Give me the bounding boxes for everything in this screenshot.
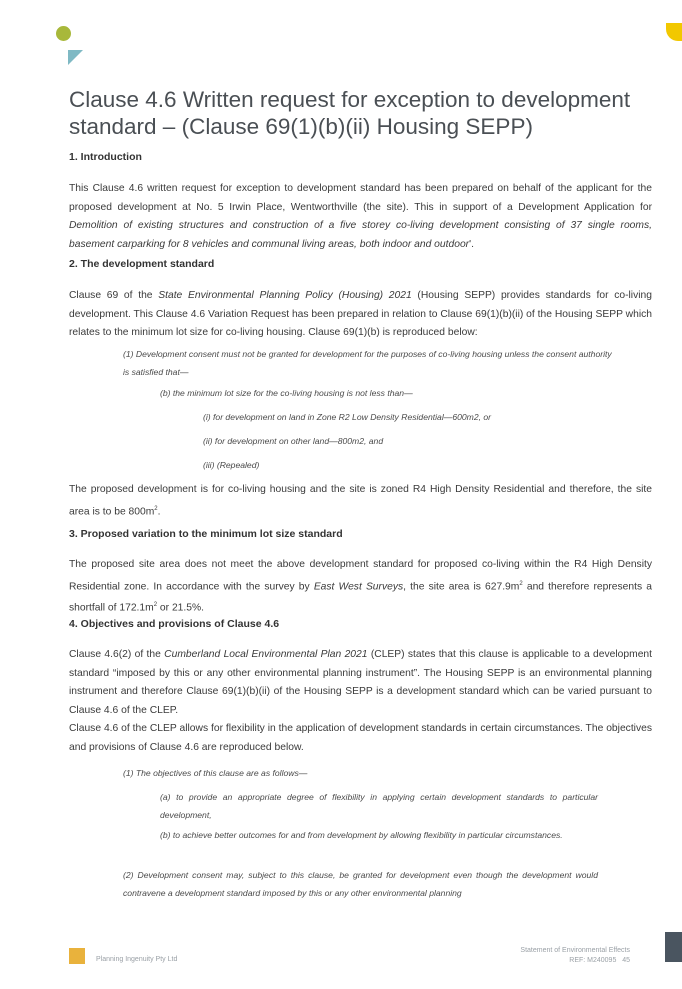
teal-triangle-logo-mark	[68, 50, 83, 65]
footer-page-tab	[665, 932, 682, 962]
footer-logo-square	[69, 948, 85, 964]
quote-clause-ii: (ii) for development on other land—800m2, and	[203, 436, 384, 446]
section-heading-proposed-variation: 3. Proposed variation to the minimum lot size standard	[69, 528, 343, 540]
quote-clause-iii: (iii) (Repealed)	[203, 460, 260, 470]
footer-company: Planning Ingenuity Pty Ltd	[96, 956, 178, 963]
quote-objectives-a: (a) to provide an appropriate degree of flexibility in applying certain development standards to particular development,	[160, 792, 598, 820]
objectives-paragraph-1: Clause 4.6(2) of the Cumberland Local Environmental Plan 2021 (CLEP) states that this clause is applicable to a development standard “imposed by this or any other environmental planning instrument”. The Housing SEPP is an environmental planning instrument and therefore Clause 69(1)(b)(ii) of the Housing SEPP is a development standard which can be varied pursuant to Clause 4.6 of the CLEP.	[69, 649, 653, 716]
quote-objectives-b: (b) to achieve better outcomes for and from development by allowing flexibility in particular circumstances.	[160, 830, 563, 840]
section-heading-development-standard: 2. The development standard	[69, 258, 215, 270]
yellow-corner-tab	[666, 23, 682, 41]
footer-ref-line: REF: M240095 45	[569, 957, 630, 964]
footer-document-info	[470, 946, 630, 966]
intro-paragraph: This Clause 4.6 written request for exception to development standard has been prepared on behalf of the applicant for the proposed development at No. 5 Irwin Place, Wentworthville (the site). This in support of a Development Application for Demolition of existing structures and construction of a five storey co-living development consisting of 37 single rooms, basement carparking for 8 vehicles and communal living areas, both indoor and outdoor'.	[69, 183, 652, 250]
standard-paragraph: Clause 69 of the State Environmental Planning Policy (Housing) 2021 (Housing SEPP) provides standards for co-living development. This Clause 4.6 Variation Request has been prepared in relation to Clause 69(1)(b)(ii) of the Housing SEPP which relates to the minimum lot size for co-living housing. Clause 69(1)(b) is reproduced below:	[69, 290, 652, 338]
quote-objectives-2: (2) Development consent may, subject to this clause, be granted for development even though the development would contravene a development standard imposed by this or any other environmental planning	[123, 870, 598, 898]
quote-clause-i: (i) for development on land in Zone R2 Low Density Residential—600m2, or	[203, 412, 492, 422]
page-number: 45	[622, 957, 630, 964]
variation-paragraph: The proposed site area does not meet the above development standard for proposed co-living within the R4 High Density Residential zone. In accordance with the survey by East West Surveys, the site area is $627.9m^2$ and therefore represents a shortfall of $172.1m^2$ or 21.5%.	[69, 559, 652, 614]
section-heading-introduction: 1. Introduction	[69, 151, 142, 163]
page-title: Clause 4.6 Written request for exception to development standard – (Clause 69(1)(b)(ii) Housing SEPP)	[69, 87, 631, 139]
quote-objectives-1: (1) The objectives of this clause are as follows—	[123, 768, 308, 778]
quote-clause-1: (1) Development consent must not be granted for development for the purposes of co-living housing unless the consent authority is satisfied that—	[123, 349, 612, 377]
footer-doc-title: Statement of Environmental Effects	[520, 947, 630, 954]
objectives-paragraph-2: Clause 4.6 of the CLEP allows for flexibility in the application of development standards in certain circumstances. The objectives and provisions of Clause 4.6 are reproduced below.	[69, 723, 652, 753]
quote-clause-b: (b) the minimum lot size for the co-living housing is not less than—	[160, 388, 413, 398]
section-heading-objectives: 4. Objectives and provisions of Clause 4.6	[69, 618, 280, 630]
standard-conclusion-paragraph: The proposed development is for co-living housing and the site is zoned R4 High Density Residential and therefore, the site area is to be $800m^2$.	[69, 484, 652, 517]
green-circle-logo-mark	[56, 26, 71, 41]
